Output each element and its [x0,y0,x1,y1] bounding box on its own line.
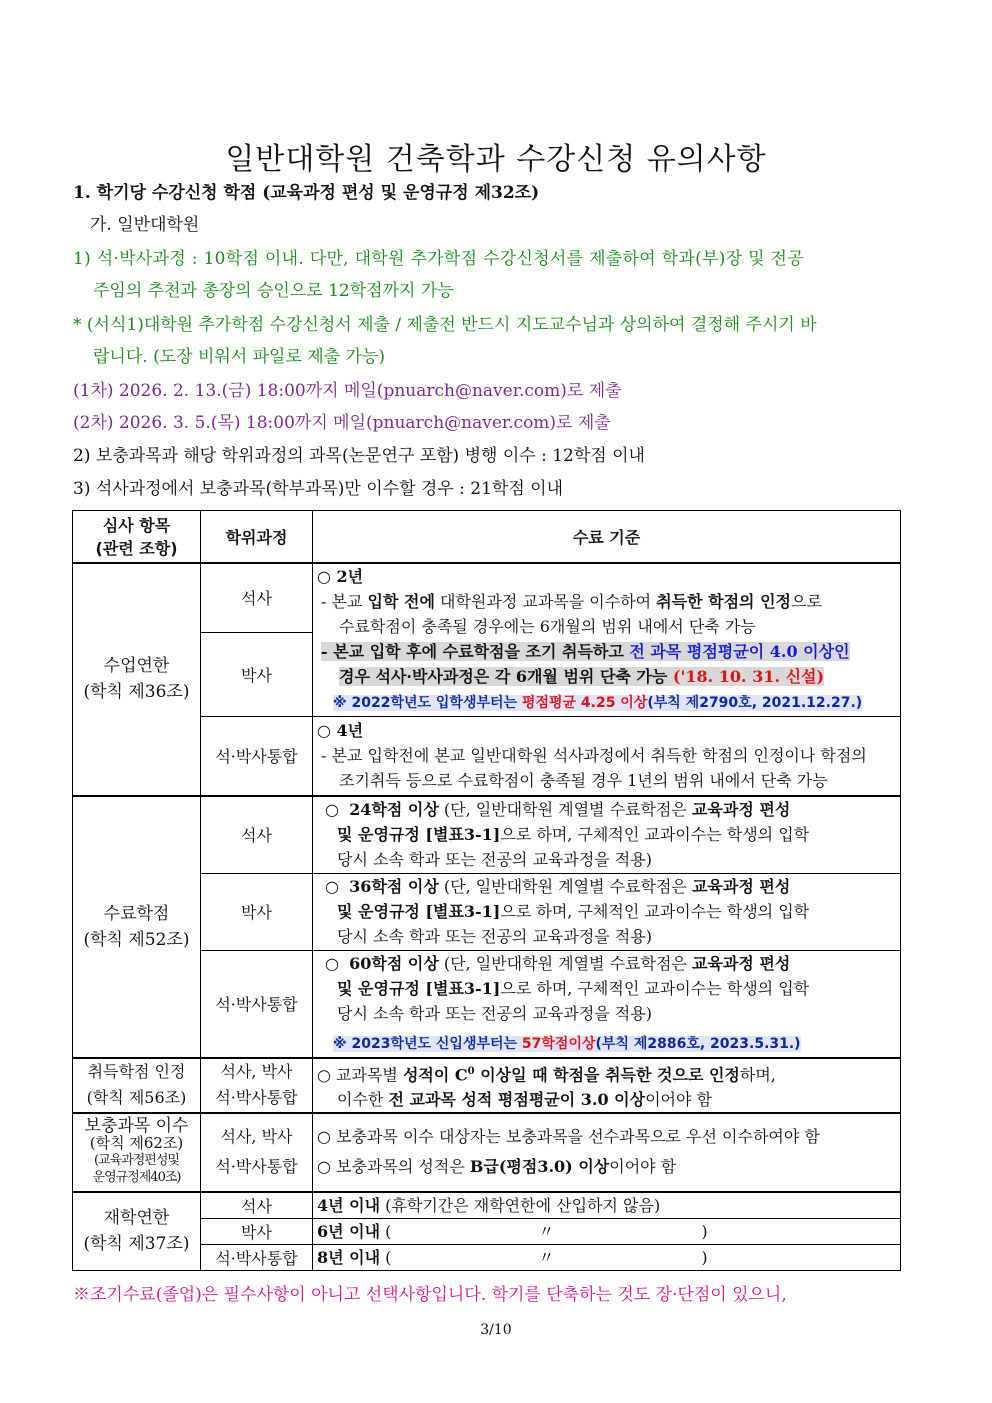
completion-criteria-table [72,510,901,1271]
credits-doctor: 박사 [201,873,313,950]
md-para2: - 본교 입학 후에 수료학점을 조기 취득하고 전 과목 평점평균이 4.0 이상인 경우 석사·박사과정은 각 6개월 범위 단축 가능 ('18. 10. 31. 신설) [321,641,850,686]
duration-category [73,563,201,797]
credits-name: 수료학점 [103,903,170,924]
recognition-criteria: ○ 교과목별 성적이 $C^0$ 이상일 때 학점을 취득한 것으로 인정하며, 이수한 전 교과목 성적 평점평균이 3.0 이상이어야 함 [313,1058,901,1113]
enrollment-master-criteria: 4년 이내 (휴학기간은 재학연한에 산입하지 않음) [313,1192,901,1219]
md-years: ○ 2년 [317,566,364,586]
supplementary-deg2: 석·박사통합 [215,1157,298,1177]
credits-master-criteria: ○ 24학점 이상 (단, 일반대학원 계열별 수료학점은 교육과정 편성 및 운영규정 [별표3-1]으로 하며, 구체적인 교과이수는 학생의 입학 당시 소속 학과 또는 전공의 교육과정을 적용) [313,796,901,873]
credits-category [73,796,201,1058]
md-para1: - 본교 입학 전에 대학원과정 교과목을 이수하여 취득한 학점의 인정으로 수료학점이 충족될 경우에는 6개월의 범위 내에서 단축 가능 [321,591,822,636]
md-para3: ※ 2022학년도 입학생부터는 평점평균 4.25 이상(부칙 제2790호, 2021.12.27.) [333,694,863,711]
duration-doctor: 박사 [201,632,313,716]
enrollment-category [73,1192,201,1271]
footer-note: ※조기수료(졸업)은 필수사항이 아니고 선택사항입니다. 학기를 단축하는 것도 장·단점이 있으니, [73,1285,787,1305]
supplementary-line1: ○ 보충과목 이수 대상자는 보충과목을 선수과목으로 우선 이수하여야 함 [317,1127,820,1147]
supplementary-category [73,1113,201,1192]
recognition-deg2: 석·박사통합 [215,1088,298,1108]
credits-note: ※ 2023학년도 신입생부터는 57학점이상(부칙 제2886호, 2023.5.31.) [333,1035,801,1052]
section-heading: 1. 학기당 수강신청 학점 (교육과정 편성 및 운영규정 제32조) [73,183,540,203]
supplementary-ref1: (학칙 제62조) [89,1134,184,1153]
page-number: 3/10 [480,1322,512,1338]
duration-combined-criteria [313,716,901,796]
supplementary-criteria [313,1113,901,1192]
note-line2: 랍니다. (도장 비워서 파일로 제출 가능) [93,347,386,367]
recognition-category [73,1058,201,1113]
enrollment-combined: 석·박사통합 [201,1244,313,1270]
duration-name: 수업연한 [103,656,170,677]
header-degree: 학위과정 [201,511,313,563]
enrollment-combined-criteria: 8년 이내 ( 〃 ) [313,1244,901,1270]
enrollment-doctor: 박사 [201,1218,313,1244]
c-years: ○ 4년 [317,721,364,741]
credits-ref: (학칙 제52조) [83,929,190,950]
supplementary-name: 보충과목 이수 [84,1116,189,1137]
c-para: - 본교 입학전에 본교 일반대학원 석사과정에서 취득한 학점의 인정이나 학점의 조기취득 등으로 수료학점이 충족될 경우 1년의 범위 내에서 단축 가능 [321,746,867,791]
sub-heading: 가. 일반대학원 [90,215,200,235]
header-category-line1: 심사 항목 [102,516,171,536]
enrollment-doctor-criteria: 6년 이내 ( 〃 ) [313,1218,901,1244]
duration-md-criteria [313,563,901,717]
header-category [73,511,201,563]
duration-ref: (학칙 제36조) [83,682,190,703]
header-criteria: 수료 기준 [313,511,901,563]
note-line1: * (서식1)대학원 추가학점 수강신청서 제출 / 제출전 반드시 지도교수님과 상의하여 결정해 주시기 바 [73,315,817,335]
recognition-degrees [201,1058,313,1113]
item1-line1: 1) 석·박사과정 : 10학점 이내. 다만, 대학원 추가학점 수강신청서를 제출하여 학과(부)장 및 전공 [73,249,804,269]
header-category-line2: (관련 조항) [95,539,178,559]
recognition-name: 취득학점 인정 [87,1062,186,1082]
recognition-ref: (학칙 제56조) [86,1088,187,1108]
credits-master: 석사 [201,796,313,873]
supplementary-ref3: 운영규정제40조) [92,1170,181,1186]
deadline-2: (2차) 2026. 3. 5.(목) 18:00까지 메일(pnuarch@naver.com)로 제출 [73,413,611,433]
duration-combined: 석·박사통합 [201,716,313,796]
item2: 2) 보충과목과 해당 학위과정의 과목(논문연구 포함) 병행 이수 : 12학점 이내 [73,446,645,466]
recognition-deg1: 석사, 박사 [220,1062,293,1082]
item3: 3) 석사과정에서 보충과목(학부과목)만 이수할 경우 : 21학점 이내 [73,479,564,499]
enrollment-master: 석사 [201,1192,313,1219]
enrollment-ref: (학칙 제37조) [83,1234,190,1255]
supplementary-degrees [201,1113,313,1192]
credits-doctor-criteria: ○ 36학점 이상 (단, 일반대학원 계열별 수료학점은 교육과정 편성 및 운영규정 [별표3-1]으로 하며, 구체적인 교과이수는 학생의 입학 당시 소속 학과 또는 전공의 교육과정을 적용) [313,873,901,950]
deadline-1: (1차) 2026. 2. 13.(금) 18:00까지 메일(pnuarch@naver.com)로 제출 [73,381,622,401]
supplementary-ref2: (교육과정편성및 [94,1153,179,1169]
enrollment-name: 재학연한 [103,1208,170,1229]
item1-line2: 주임의 추천과 총장의 승인으로 12학점까지 가능 [93,281,454,301]
page-title: 일반대학원 건축학과 수강신청 유의사항 [225,142,767,177]
credits-combined-criteria: ○ 60학점 이상 (단, 일반대학원 계열별 수료학점은 교육과정 편성 및 운영규정 [별표3-1]으로 하며, 구체적인 교과이수는 학생의 입학 당시 소속 학과 또는 전공의 교육과정을 적용) ※ 2023학년도 신입생부터는 57학점이상(부칙 제2886호, 2023.5.31.) [313,950,901,1058]
credits-combined: 석·박사통합 [201,950,313,1058]
supplementary-line2: ○ 보충과목의 성적은 B급(평점3.0) 이상이어야 함 [317,1157,677,1177]
duration-master: 석사 [201,563,313,633]
supplementary-deg1: 석사, 박사 [220,1127,293,1147]
